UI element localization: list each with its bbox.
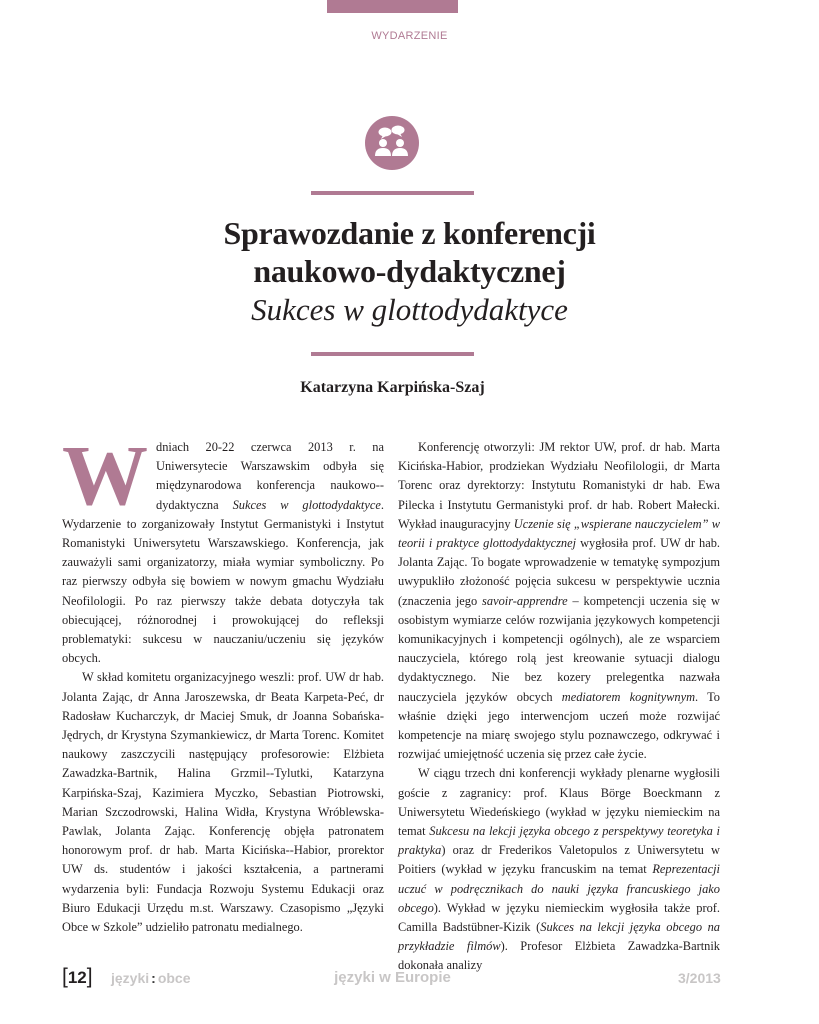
- title-bottom-rule: [311, 352, 474, 356]
- issue-theme: języki w Europie: [334, 969, 451, 986]
- discussion-people-icon: [365, 116, 419, 170]
- header-accent-bar: [327, 0, 458, 13]
- paragraph: Konferencję otworzyli: JM rektor UW, prof. dr hab. Marta Kicińska-Habior, prodziekan Wydziału Neofilologii, dr Marta Torenc oraz dyrektorzy: Instytutu Romanistyki dr hab. Ewa Pilecka i Instytutu Germanistyki prof. dr hab. Robert Małecki. Wykład inauguracyjny Uczenie się „wspierane nauczycielem” w teorii i praktyce glottodydaktycznej wygłosiła prof. UW dr hab. Jolanta Zając. To bogate wprowadzenie w tematykę sympozjum uwypukliło złożoność pojęcia sukcesu w perspektywie ucznia (znaczenia jego savoir-apprendre – kompetencji uczenia się w osobistym wymiarze celów rozwijania językowych kompetencji komunikacyjnych i kompetencji ogólnych), ale ze wsparciem nauczyciela, którego rolą jest kreowanie sytuacji dialogu dydaktycznego. Nie bez kozery prelegentka nazwała nauczyciela języków obcych mediatorem kognitywnym. To właśnie dzięki jego interwencjom uczeń może rozwijać kompetencje na miarę swojego stylu poznawczego, odkrywać i rozwijać umiejętność uczenia się przez całe życie.: [398, 440, 720, 762]
- page-footer: [0, 965, 819, 995]
- drop-cap: W: [62, 427, 148, 523]
- section-label: WYDARZENIE: [371, 30, 448, 42]
- article-column-left: [62, 427, 384, 937]
- magazine-name: języki : obce: [111, 970, 191, 986]
- paragraph: W skład komitetu organizacyjnego weszli: prof. UW dr hab. Jolanta Zając, dr Anna Jaroszewska, dr Beata Karpeta-Peć, dr Radosław Kucharczyk, dr Maciej Smuk, dr Joanna Sobańska-Jędrych, dr Krystyna Szymankiewicz, dr Marta Torenc. Komitet naukowy zaszczycili następujący profesorowie: Elżbieta Zawadzka-Bartnik, Halina Grzmil--Tylutki, Katarzyna Karpińska-Szaj, Kazimiera Myczko, Sebastian Piotrowski, Marian Szczodrowski, Halina Widła, Krystyna Wróblewska-Pawlak, Jolanta Zając. Konferencję objęła patronatem honorowym prof. dr hab. Marta Kicińska--Habior, prorektor UW ds. studentów i jakości kształcenia, a partnerami wydarzenia byli: Fundacja Rozwoju Systemu Edukacji oraz Biuro Edukacji Urzędu m.st. Warszawy. Czasopismo „Języki Obce w Szkole” udzieliło patronatu medialnego.: [62, 670, 384, 935]
- article-column-right: [398, 438, 720, 976]
- paragraph: Wdniach 20-22 czerwca 2013 r. na Uniwersytecie Warszawskim odbyła się międzynarodowa konferencja naukowo--dydaktyczna Sukces w glottodydaktyce. Wydarzenie to zorganizowały Instytut Germanistyki i Instytut Romanistyki Uniwersytetu Warszawskiego. Konferencja, jak zauważyli sami organizatorzy, miała wymiar symboliczny. Po raz pierwszy odbyła się bowiem w nowym gmachu Wydziału Neofilologii. Po raz pierwszy także debata dotyczyła tak obiecującej, różnorodnej i prowokującej do refleksji problematyki: sukcesu w nauczaniu/uczeniu się języków obcych.: [62, 427, 384, 666]
- title-top-rule: [311, 191, 474, 195]
- article-title-block: [0, 214, 819, 330]
- article-title-line-1: Sprawozdanie z konferencji: [223, 215, 596, 251]
- article-title-line-2: naukowo-dydaktycznej: [253, 253, 566, 289]
- page-number: [12]: [62, 965, 93, 988]
- article-subtitle: Sukces w glottodydaktyce: [251, 292, 568, 327]
- issue-number: 3/2013: [678, 970, 721, 986]
- article-author: Katarzyna Karpińska-Szaj: [300, 379, 485, 396]
- paragraph: W ciągu trzech dni konferencji wykłady plenarne wygłosili goście z zagranicy: prof. Klaus Börge Boeckmann z Uniwersytetu Wiedeńskiego (wykład w języku niemieckim na temat Sukcesu na lekcji języka obcego z perspektywy teoretyka i praktyka) oraz dr Frederikos Valetopulos z Uniwersytetu w Poitiers (wykład w języku francuskim na temat Reprezentacji uczuć w podręcznikach do nauki języka francuskiego jako obcego). Wykład w języku niemieckim wygłosiła także prof. Camilla Badstübner-Kizik (Sukces na lekcji języka obcego na przykładzie filmów). Profesor Elżbieta Zawadzka-Bartnik dokonała analizy: [398, 766, 720, 973]
